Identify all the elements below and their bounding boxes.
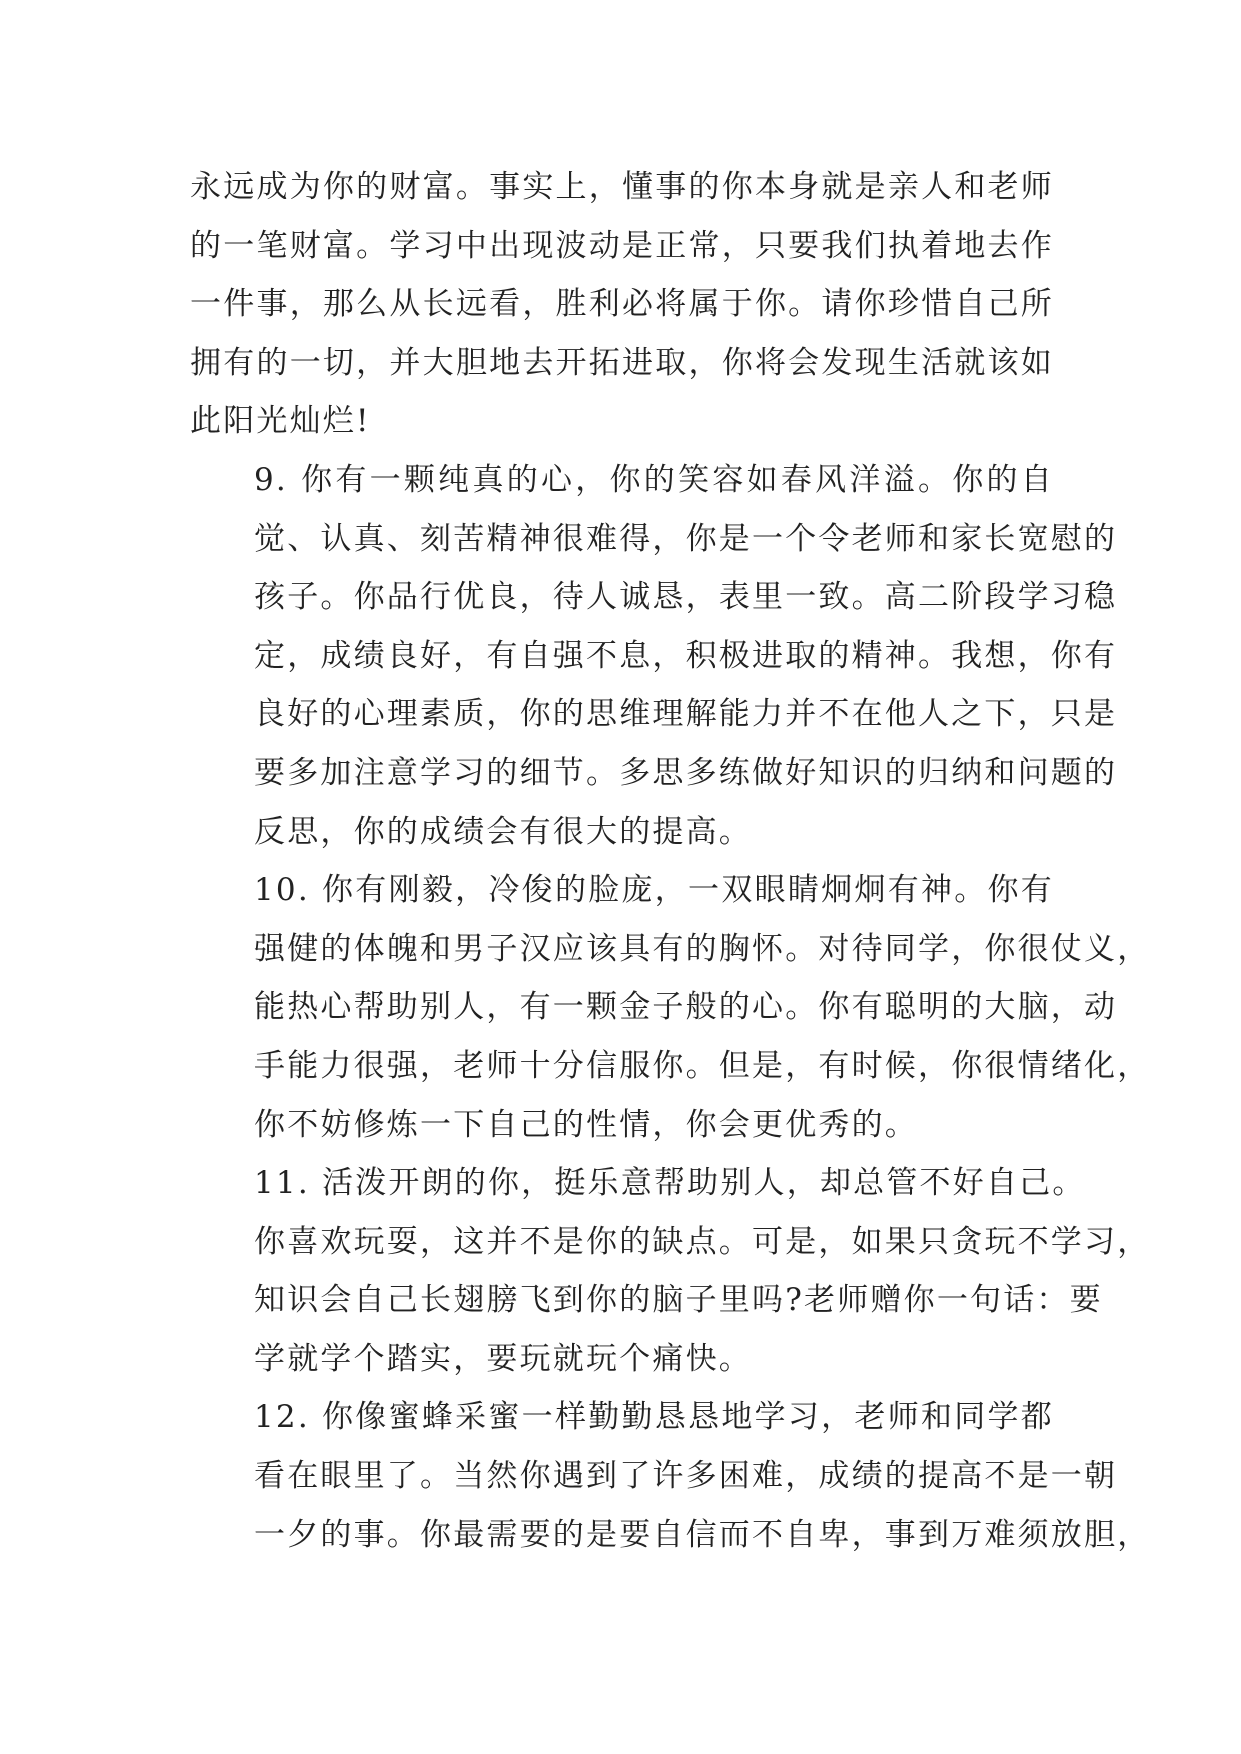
text-line: 反思，你的成绩会有很大的提高。: [254, 813, 752, 850]
text-line: 良好的心理素质，你的思维理解能力并不在他人之下，只是: [254, 696, 1118, 733]
text-line: 你不妨修炼一下自己的性情，你会更优秀的。: [254, 1106, 918, 1143]
text-line: 孩子。你品行优良，待人诚恳，表里一致。高二阶段学习稳: [254, 579, 1118, 616]
text-line: 看在眼里了。当然你遇到了许多困难，成绩的提高不是一朝: [254, 1458, 1118, 1495]
text-line: 11. 活泼开朗的你，挺乐意帮助别人，却总管不好自己。: [254, 1165, 1086, 1202]
text-line: 要多加注意学习的细节。多思多练做好知识的归纳和问题的: [254, 754, 1118, 791]
text-line: 10. 你有刚毅，冷俊的脸庞，一双眼睛炯炯有神。你有: [254, 872, 1054, 909]
text-line: 强健的体魄和男子汉应该具有的胸怀。对待同学，你很仗义，: [254, 930, 1151, 967]
paragraph-10: [190, 861, 1151, 1154]
paragraph-9: [190, 451, 1118, 861]
text-line: 拥有的一切，并大胆地去开拓进取，你将会发现生活就该如: [190, 344, 1054, 381]
text-line: 的一笔财富。学习中出现波动是正常，只要我们执着地去作: [190, 227, 1054, 264]
text-line: 12. 你像蜜蜂采蜜一样勤勤恳恳地学习，老师和同学都: [254, 1399, 1054, 1436]
text-line: 9. 你有一颗纯真的心，你的笑容如春风洋溢。你的自: [254, 461, 1054, 498]
text-line: 一件事，那么从长远看，胜利必将属于你。请你珍惜自己所: [190, 286, 1054, 323]
text-line: 永远成为你的财富。事实上，懂事的你本身就是亲人和老师: [190, 169, 1054, 205]
text-line: 此阳光灿烂!: [190, 403, 371, 440]
text-line: 你喜欢玩耍，这并不是你的缺点。可是，如果只贪玩不学习，: [254, 1223, 1151, 1260]
document-body: [190, 158, 1151, 1564]
paragraph-12: [190, 1388, 1151, 1564]
paragraph-continued: [190, 158, 1054, 451]
text-line: 知识会自己长翅膀飞到你的脑子里吗?老师赠你一句话：要: [254, 1282, 1103, 1319]
text-line: 觉、认真、刻苦精神很难得，你是一个令老师和家长宽慰的: [254, 520, 1118, 557]
text-line: 一夕的事。你最需要的是要自信而不自卑，事到万难须放胆，: [254, 1516, 1151, 1553]
text-line: 学就学个踏实，要玩就玩个痛快。: [254, 1340, 752, 1377]
text-line: 能热心帮助别人，有一颗金子般的心。你有聪明的大脑，动: [254, 989, 1118, 1026]
paragraph-11: [190, 1154, 1151, 1388]
text-line: 定，成绩良好，有自强不息，积极进取的精神。我想，你有: [254, 637, 1118, 674]
text-line: 手能力很强，老师十分信服你。但是，有时候，你很情绪化，: [254, 1047, 1151, 1084]
